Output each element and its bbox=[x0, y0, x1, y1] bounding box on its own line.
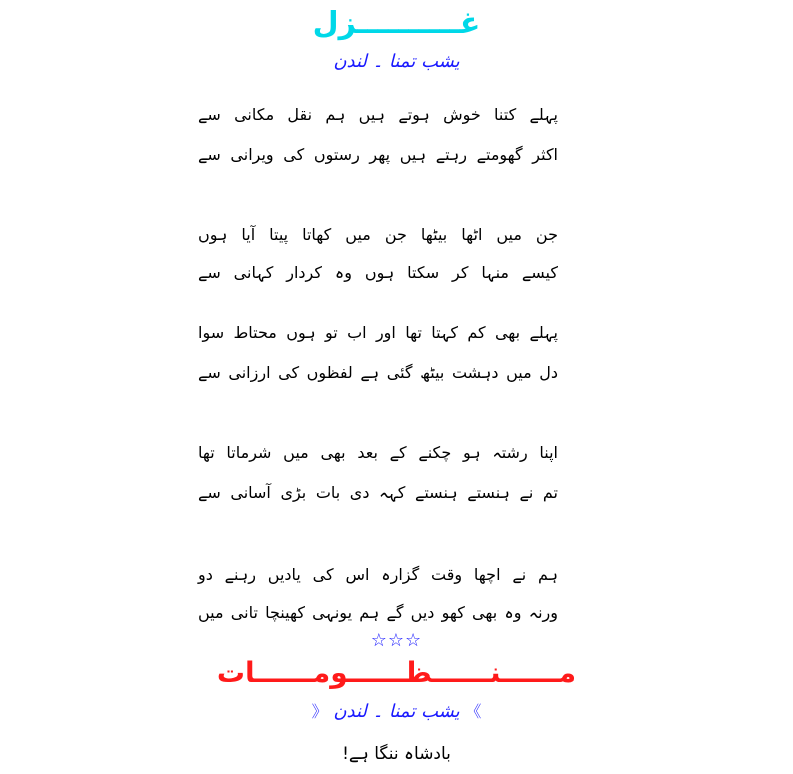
verse-line: اکثر گھومتے رہتے ہیں پھر رستوں کی ویرانی سے bbox=[198, 145, 558, 164]
manzumat-poet-line bbox=[0, 700, 793, 724]
ghazal-title: غــــــــــزل bbox=[312, 6, 481, 41]
verse-line: کیسے منہا کر سکتا ہوں وہ کردار کہانی سے bbox=[198, 263, 558, 282]
verse-line: دل میں دہشت بیٹھ گئی ہے لفظوں کی ارزانی سے bbox=[198, 363, 558, 382]
star-divider: ☆☆☆ bbox=[370, 630, 423, 651]
verse-line: ورنہ وہ بھی کھو دیں گے ہم یونہی کھینچا تانی میں bbox=[198, 603, 558, 622]
verse-line: اپنا رشتہ ہو چکنے کے بعد بھی میں شرماتا تھا bbox=[198, 443, 558, 462]
verse-line: تم نے ہنستے ہنستے کہہ دی بات بڑی آسانی سے bbox=[198, 483, 558, 502]
verse-line: ہم نے اچھا وقت گزارہ اس کی یادیں رہنے دو bbox=[198, 565, 558, 584]
verse-line: جن میں اٹھا بیٹھا جن میں کھاتا پیتا آیا ہوں bbox=[198, 225, 558, 244]
verse-line: پہلے کتنا خوش ہوتے ہیں ہم نقل مکانی سے bbox=[198, 105, 558, 124]
manzumat-poet-name: یشب تمنا ۔ لندن bbox=[333, 701, 460, 722]
ornament-bracket-right: 》 bbox=[465, 702, 482, 721]
verse-line: پہلے بھی کم کہتا تھا اور اب تو ہوں محتاط سوا bbox=[198, 323, 558, 342]
ornament-bracket-left: 《 bbox=[311, 702, 328, 721]
poem-subtitle: بادشاہ ننگا ہے! bbox=[342, 744, 451, 764]
ghazal-poet-name: یشب تمنا ۔ لندن bbox=[333, 51, 460, 72]
manzumat-title: مــــــنــــــظــــــومــــــات bbox=[216, 656, 577, 689]
